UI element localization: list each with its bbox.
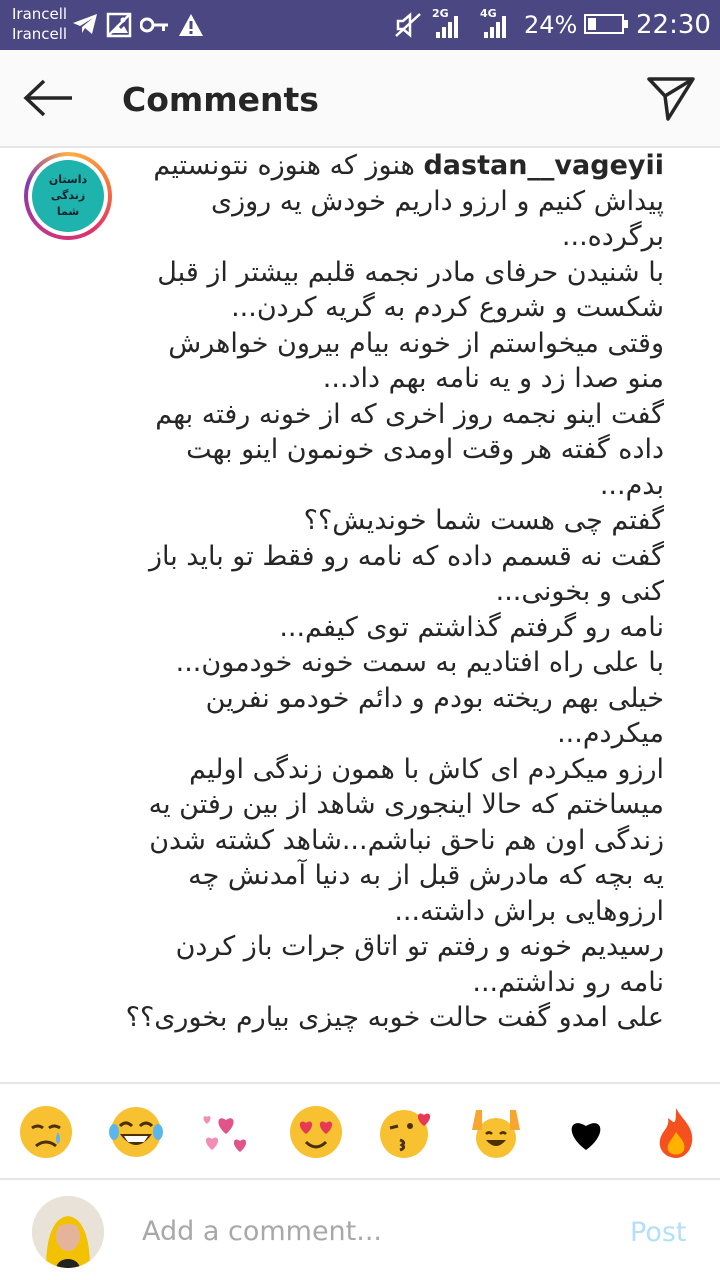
- current-user-avatar: [32, 1196, 104, 1268]
- back-arrow-icon[interactable]: [22, 78, 74, 118]
- battery-fill: [588, 18, 596, 30]
- clock: 22:30: [636, 10, 711, 40]
- emoji-quick-bar: [0, 1082, 720, 1180]
- battery-percent: 24%: [524, 11, 578, 39]
- comments-list[interactable]: [0, 148, 720, 1082]
- status-bar: [0, 0, 720, 50]
- mute-icon: [394, 12, 422, 38]
- raised-hands-emoji[interactable]: [468, 1104, 524, 1160]
- direct-message-icon[interactable]: [646, 74, 696, 122]
- revolving-hearts-emoji[interactable]: [198, 1104, 254, 1160]
- kissing-heart-emoji[interactable]: [378, 1104, 434, 1160]
- network-type-2: 4G: [480, 7, 497, 20]
- page-title: Comments: [122, 80, 319, 119]
- black-heart-emoji[interactable]: [558, 1104, 614, 1160]
- post-username[interactable]: dastan__vageyii: [423, 150, 664, 181]
- avatar-logo-line-2: شما: [56, 205, 80, 218]
- battery-icon: [584, 14, 624, 34]
- signal-icon-2: [480, 7, 510, 38]
- image-icon: [106, 12, 132, 38]
- comment-input[interactable]: [140, 1206, 604, 1256]
- tears-of-joy-emoji[interactable]: [108, 1104, 164, 1160]
- comments-header: [0, 50, 720, 148]
- telegram-icon: [72, 12, 98, 36]
- heart-eyes-emoji[interactable]: [288, 1104, 344, 1160]
- post-author-avatar[interactable]: [24, 152, 112, 240]
- crying-face-emoji[interactable]: [18, 1104, 74, 1160]
- network-type-1: 2G: [432, 7, 449, 20]
- post-caption-text: هنوز که هنوزه نتونستیم پیداش کنیم و ارزو داریم خودش یه روزی برگرده... با شنیدن حرفای مادر نجمه قلبم بیشتر از قبل شکست و شروع کردم به گریه کردن... وقتی میخواستم از خونه بیام بیرون خواهرش منو صدا زد و یه نامه بهم داد... گفت اینو نجمه روز اخری که از خونه رفته بهم داده گفته هر وقت اومدی خونمون اینو بهت بدم... گفتم چی هست شما خوندیش؟؟ گفت نه قسمم داده که نامه رو فقط تو باید باز کنی و بخونی... نامه رو گرفتم گذاشتم توی کیفم... با علی راه افتادیم به سمت خونه خودمون... خیلی بهم ریخته بودم و دائم خودمو نفرین میکردم... ارزو میکردم ای کاش با همون زندگی اولیم میساختم که حالا اینجوری شاهد از بین رفتن یه زندگی اون هم ناحق نباشم...شاهد کشته شدن یه بچه که مادرش قبل از به دنیا آمدنش چه ارزوهایی براش داشته... رسیدیم خونه و رفتم تو اتاق جرات باز کردن نامه رو نداشتم... علی امدو گفت حالت خوبه چیزی بیارم بخوری؟؟: [125, 150, 664, 1033]
- carrier-label-1: Irancell: [12, 5, 68, 23]
- carrier-label-2: Irancell: [12, 25, 68, 43]
- post-button[interactable]: Post: [630, 1217, 687, 1248]
- post-caption: [124, 148, 664, 1036]
- signal-icon-1: [432, 7, 462, 38]
- warning-icon: [178, 13, 204, 37]
- fire-emoji[interactable]: [648, 1104, 704, 1160]
- avatar-logo-line-1: داستان زندگی: [48, 173, 88, 202]
- key-icon: [140, 16, 170, 34]
- carrier-names: [12, 4, 67, 44]
- comment-composer: [0, 1180, 720, 1280]
- avatar-logo: [32, 160, 104, 232]
